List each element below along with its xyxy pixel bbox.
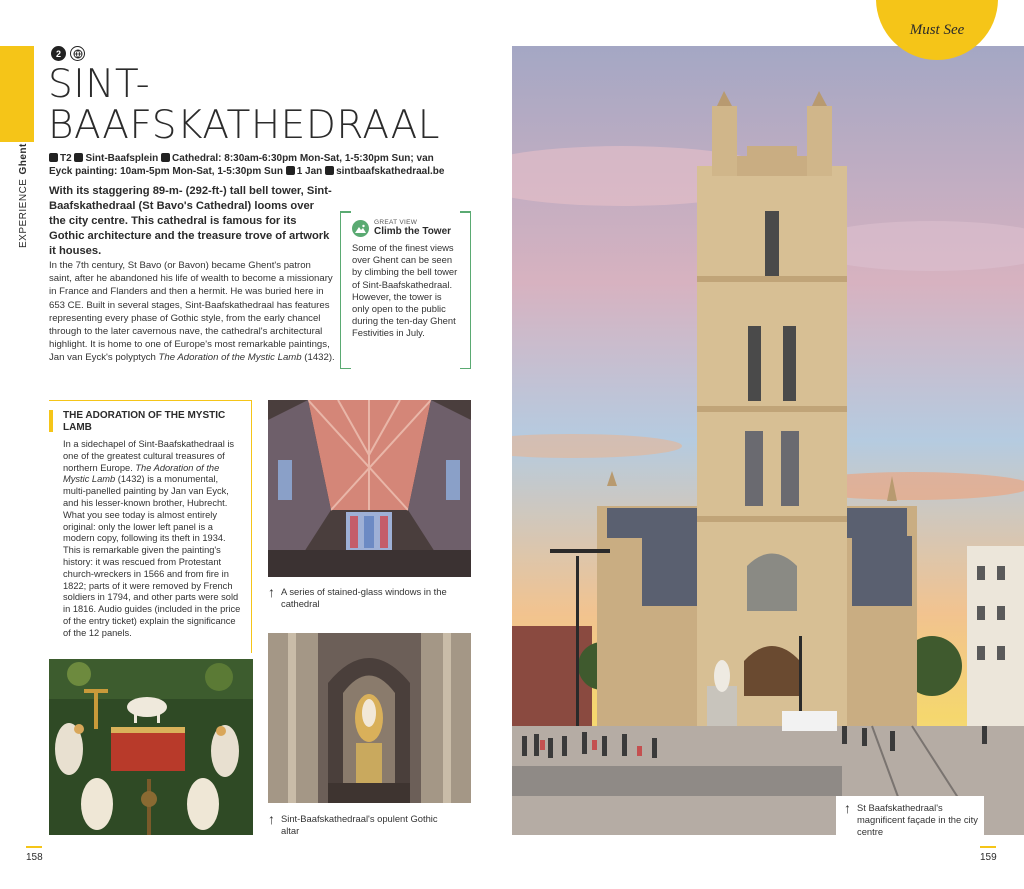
arrow-up-icon: ↑ xyxy=(268,584,275,600)
mystic-lamb-painting-photo xyxy=(49,659,253,835)
body-text: In the 7th century, St Bavo (or Bavon) became Ghent's patron saint, after he abandoned his life of wealth to become a missionary in France and Flanders and then a hermit. He was buried here in 653 CE. Built in several stages, Sint-Baafskathedraal has features representing every phase of Gothic style, from the early chancel through to the later cavernous nave, the cathedral's architectural highlight. It is home to one of Europe's most remarkable paintings, Jan van Eyck's polyptych The Adoration of the Mystic Lamb (1432). xyxy=(49,260,335,364)
web-icon xyxy=(325,166,334,175)
must-see-badge: Must See xyxy=(876,0,998,60)
cathedral-facade-photo xyxy=(512,46,1024,835)
great-view-box xyxy=(340,211,471,369)
stained-glass-vault-photo xyxy=(268,400,471,577)
clock-icon xyxy=(161,153,170,162)
practical-info: T2 Sint-Baafsplein Cathedral: 8:30am-6:30pm Mon-Sat, 1-5:30pm Sun; van Eyck painting: 10am-5pm Mon-Sat, 1-5:30pm Sun 1 Jan sintbaafskathedraal.be xyxy=(49,153,445,177)
page-number-right: 159 xyxy=(980,852,997,863)
caption-vault: ↑ A series of stained-glass windows in the cathedral xyxy=(268,584,447,609)
section-side-label: EXPERIENCEGhent xyxy=(18,143,29,248)
page-title: SINT- BAAFSKATHEDRAAL xyxy=(48,62,441,148)
website-link[interactable]: sintbaafskathedraal.be xyxy=(336,166,445,177)
closed-icon xyxy=(286,166,295,175)
sight-badges xyxy=(51,46,85,61)
page-number-left: 158 xyxy=(26,852,43,863)
feature-text: In a sidechapel of Sint-Baafskathedraal is one of the greatest cultural treasures of northern Europe. The Adoration of the Mystic Lamb (1432) is a monumental, multi-panelled painting by Jan van Eyck, and his lesser-known brother, Hubrecht. What you see today is almost entirely original: only the lower left panel is a modern copy, following its theft in 1934. This is remarkable given the painting's history: it was rescued from Protestant church-wreckers in 1566 and from fire in 1822; parts of it were removed by French soldiers in 1794, and other parts were sold in 1816. Audio guides (included in the price of the entry ticket) explain the significance of the 12 panels. xyxy=(63,439,241,638)
arrow-up-icon: ↑ xyxy=(268,811,275,827)
location-icon xyxy=(74,153,83,162)
sight-number-badge: 2 xyxy=(51,46,66,61)
gothic-altar-photo xyxy=(268,633,471,803)
intro-text: With its staggering 89-m- (292-ft-) tall bell tower, Sint-Baafskathedraal (St Bavo's Cathedral) looms over the city centre. This cathedral is famous for its Gothic architecture and the treasure trove of artwork it houses. xyxy=(49,185,332,257)
feature-box-mystic-lamb xyxy=(49,400,252,653)
arrow-up-icon: ↑ xyxy=(844,800,851,816)
feature-heading: THE ADORATION OF THE MYSTIC LAMB xyxy=(63,410,226,433)
caption-altar: ↑ Sint-Baafskathedraal's opulent Gothic altar xyxy=(268,811,438,836)
great-view-title: Climb the Tower xyxy=(374,226,452,237)
great-view-kicker: GREAT VIEW xyxy=(374,219,418,226)
caption-facade: ↑ St Baafskathedraal's magnificent façade in the city centre xyxy=(836,796,984,842)
view-icon xyxy=(352,220,369,237)
globe-icon xyxy=(70,46,85,61)
section-color-bar xyxy=(0,46,34,142)
great-view-text: Some of the finest views over Ghent can be seen by climbing the bell tower of Sint-Baafskathedraal. However, the tower is only open to the public during the ten-day Ghent Festivities in July. xyxy=(352,242,458,339)
tram-icon xyxy=(49,153,58,162)
